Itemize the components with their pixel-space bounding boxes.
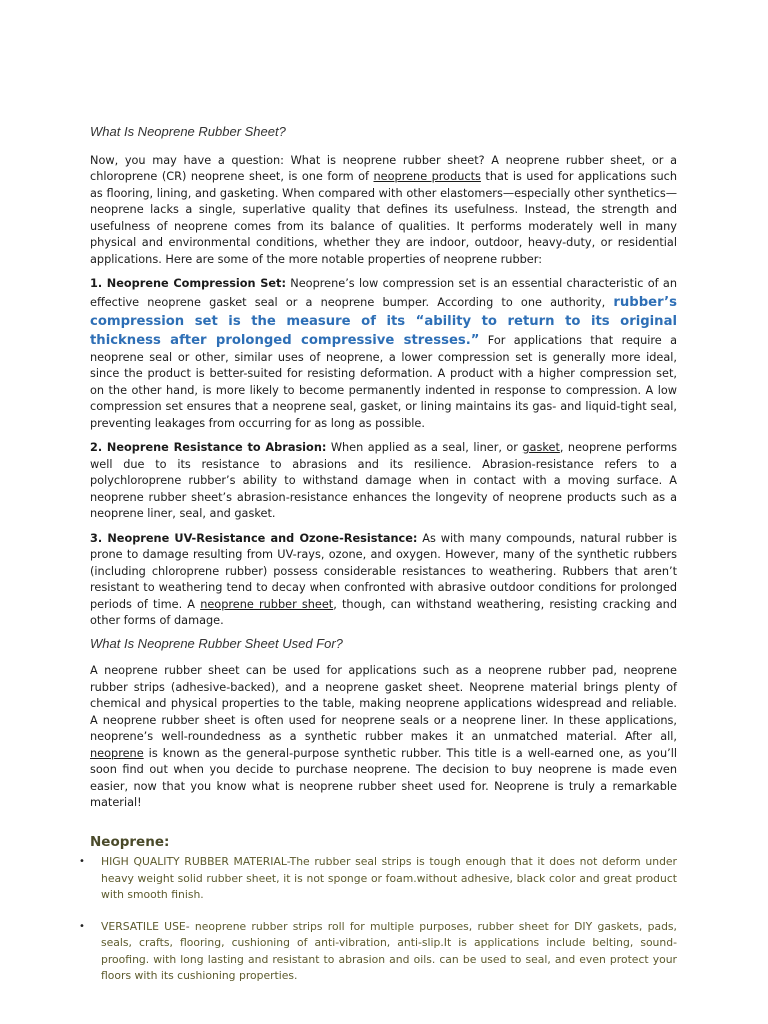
abrasion-title: 2. Neoprene Resistance to Abrasion:	[90, 441, 327, 454]
bullet-icon: •	[79, 920, 85, 932]
neoprene-heading: Neoprene:	[90, 833, 170, 850]
intro-paragraph: Now, you may have a question: What is neoprene rubber sheet? A neoprene rubber sheet, or a chloroprene (CR) neoprene sheet, is one form of neoprene products that is used for applications such as flooring, lining, and gasketing. When compared with other elastomers—especially other synthetics—neoprene lacks a single, superlative quality that defines its usefulness. Instead, the strength and usefulness of neoprene comes from its balance of qualities. It performs moderately well in many physical and environmental conditions, whether they are indoor, outdoor, heavy-duty, or residential applications. Here are some of the more notable properties of neoprene rubber:	[90, 153, 678, 266]
document-content	[79, 124, 678, 1000]
neoprene-link[interactable]: neoprene	[90, 746, 144, 760]
uses-paragraph: A neoprene rubber sheet can be used for applications such as a neoprene rubber pad, neoprene rubber strips (adhesive-backed), and a neoprene gasket sheet. Neoprene material brings plenty of chemical and physical properties to the table, making neoprene applications widespread and reliable. A neoprene rubber sheet is often used for neoprene seals or a neoprene liner. In these applications, neoprene’s well-roundedness as a synthetic rubber makes it an unmatched material. After all, neoprene is known as the general-purpose synthetic rubber. This title is a well-earned one, as you’ll soon find out when you decide to purchase neoprene. The decision to buy neoprene is made even easier, now that you know what is neoprene rubber sheet used for. Neoprene is truly a remarkable material!	[90, 664, 677, 809]
heading-what-is-neoprene: What Is Neoprene Rubber Sheet?	[90, 124, 286, 139]
heading-used-for: What Is Neoprene Rubber Sheet Used For?	[90, 635, 343, 651]
list-item: • VERSATILE USE- neoprene rubber strips roll for multiple purposes, rubber sheet for DIY gaskets, pads, seals, crafts, flooring, cushioning of anti-vibration, anti-slip.It is applications include belting, sound-proofing. with long lasting and resistant to abrasion and oils. can be used to seal, and even protect your floors with its cushioning properties.	[79, 919, 677, 982]
uv-ozone-title: 3. Neoprene UV-Resistance and Ozone-Resistance:	[90, 531, 418, 545]
uv-ozone-paragraph: 3. Neoprene UV-Resistance and Ozone-Resistance: As with many compounds, natural rubber is prone to damage resulting from UV-rays, ozone, and oxygen. However, many of the synthetic rubbers (including chloroprene rubber) possess considerable resistances to weathering. Rubbers that aren’t resistant to weathering tend to decay when confronted with abrasive outdoor conditions for prolonged periods of time. A neoprene rubber sheet, though, can withstand weathering, resisting cracking and other forms of damage.	[90, 531, 678, 627]
compression-set-title: 1. Neoprene Compression Set:	[90, 277, 286, 290]
feature-list	[79, 854, 677, 985]
list-item: • HIGH QUALITY RUBBER MATERIAL-The rubber seal strips is tough enough that it does not deform under heavy weight solid rubber sheet, it is not sponge or foam.without adhesive, black color and great product with smooth finish.	[79, 855, 677, 901]
abrasion-paragraph: 2. Neoprene Resistance to Abrasion: When applied as a seal, liner, or gasket, neoprene performs well due to its resistance to abrasions and its resilience. Abrasion-resistance refers to a polychloroprene rubber’s ability to withstand damage when in contact with a moving surface. A neoprene rubber sheet’s abrasion-resistance enhances the longevity of neoprene products such as a neoprene liner, seal, and gasket.	[90, 441, 677, 520]
bullet-icon: •	[79, 856, 85, 867]
neoprene-rubber-sheet-link[interactable]: neoprene rubber sheet	[200, 597, 334, 611]
compression-set-quote-link[interactable]: rubber’s compression set is the measure of its “ability to return to its original thickness after prolonged compressive stresses.”	[90, 294, 677, 348]
neoprene-products-link[interactable]: neoprene products	[373, 170, 481, 183]
compression-set-paragraph: 1. Neoprene Compression Set: Neoprene’s low compression set is an essential characteristic of an effective neoprene gasket seal or a neoprene bumper. According to one authority, rubber’s compression set is the measure of its “ability to return to its original thickness after prolonged compressive stresses.” For applications that require a neoprene seal or other, similar uses of neoprene, a lower compression set is generally more ideal, since the product is better-suited for resisting deformation. A product with a higher compression set, on the other hand, is more likely to become permanently indented in response to compression. A low compression set ensures that a neoprene seal, gasket, or lining maintains its gas- and liquid-tight seal, preventing leakages from occurring for as long as possible.	[90, 277, 677, 430]
gasket-link[interactable]: gasket	[522, 441, 560, 454]
